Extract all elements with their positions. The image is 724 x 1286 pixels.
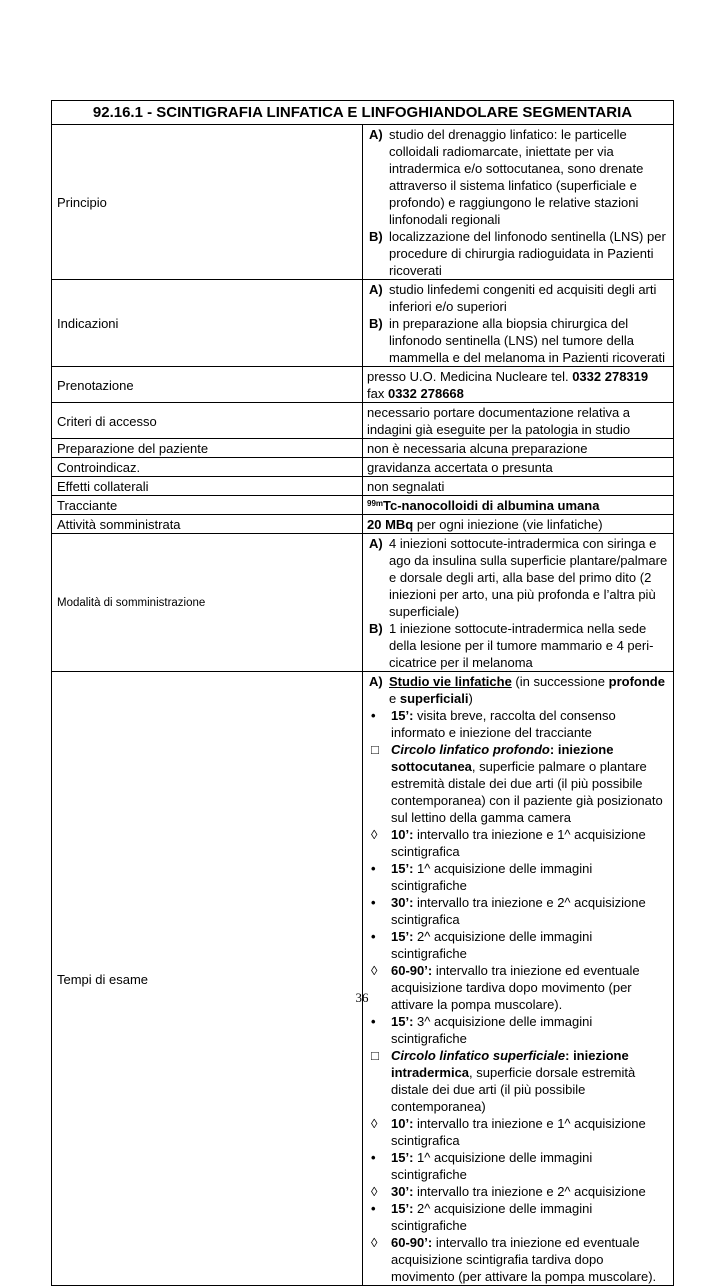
timeline-marker: ◊: [371, 963, 378, 978]
timeline-time: 30’:: [391, 1184, 414, 1199]
content-prenotazione: [363, 367, 674, 403]
content-controindicazioni: gravidanza accertata o presunta: [363, 458, 674, 477]
row-principio: [52, 125, 674, 280]
content-modalita: [363, 534, 674, 672]
timeline-item: [367, 894, 669, 928]
booking-fax: 0332 278668: [387, 386, 464, 401]
content-principio: [363, 125, 674, 280]
label-tracciante: Tracciante: [52, 496, 363, 515]
timeline-item: [367, 1183, 669, 1200]
timeline-marker: •: [371, 929, 376, 944]
timeline-text: intervallo tra iniezione ed eventuale acquisizione tardiva dopo movimento (per attivare la pompa muscolare).: [391, 963, 640, 1012]
timeline-item: [367, 1200, 669, 1234]
booking-phone: 0332 278319: [572, 369, 649, 384]
timeline-item: [367, 928, 669, 962]
label-attivita: Attività somministrata: [52, 515, 363, 534]
timeline-text: , superficie palmare o plantare estremità distale dei due arti (il più possibile contemporanea) con il paziente già posizionato sul lettino della gamma camera: [391, 759, 663, 825]
label-effetti: Effetti collaterali: [52, 477, 363, 496]
item-text: studio del drenaggio linfatico: le particelle colloidali radiomarcate, iniettate per via intradermica e/o sottocutanea, sono drenate attraverso il sistema linfatico (superficiale e profondo) e raggiungono le relative stazioni linfonodali regionali: [389, 127, 644, 227]
timeline-marker: •: [371, 895, 376, 910]
tracer-name: Tc-nanocolloidi di albumina umana: [383, 498, 600, 513]
heading-text: ): [468, 691, 473, 706]
timeline-marker: □: [371, 742, 379, 757]
label-controindicazioni: Controindicaz.: [52, 458, 363, 477]
timeline-marker: •: [371, 1201, 376, 1216]
timeline-time: 15’:: [391, 708, 414, 723]
label-modalita: Modalità di somministrazione: [52, 534, 363, 672]
page-number: 36: [355, 990, 369, 1005]
content-attivita: [363, 515, 674, 534]
timeline-text: intervallo tra iniezione e 2^ acquisizione scintigrafica: [391, 895, 646, 927]
timeline-text: visita breve, raccolta del consenso informato e iniezione del tracciante: [391, 708, 616, 740]
heading-underlined: Studio vie linfatiche: [389, 674, 512, 689]
timeline-item: [367, 1234, 669, 1285]
timeline-time: iniezione intradermica: [391, 1048, 629, 1080]
row-prenotazione: [52, 367, 674, 403]
timeline-marker: ◊: [371, 827, 378, 842]
timeline-item: [367, 1149, 669, 1183]
timeline-item: [367, 860, 669, 894]
item-text: in preparazione alla biopsia chirurgica del linfonodo sentinella (LNS) nel tumore della mammella e del melanoma in Pazienti ricoverati: [389, 316, 666, 365]
item-marker: B): [369, 621, 383, 636]
activity-dose: 20 MBq: [367, 517, 414, 532]
timeline-item: [367, 1047, 669, 1115]
timeline-marker: □: [371, 1048, 379, 1063]
row-preparazione: [52, 439, 674, 458]
timeline-item: [367, 1013, 669, 1047]
circuit-name: Circolo linfatico superficiale: [391, 1048, 566, 1063]
timeline-item: [367, 826, 669, 860]
item-marker: A): [369, 536, 383, 551]
timeline-marker: •: [371, 1150, 376, 1165]
row-indicazioni: [52, 280, 674, 367]
item-text: 1 iniezione sottocute-intradermica nella sede della lesione per il tumore mammario e 4 peri-cicatrice per il melanoma: [389, 621, 654, 670]
row-tempi: [52, 672, 674, 1286]
list-item: [367, 535, 669, 620]
row-modalita: [52, 534, 674, 672]
timeline-time: 15’:: [391, 1014, 414, 1029]
list-item: [367, 620, 669, 671]
row-attivita: [52, 515, 674, 534]
timeline-text: intervallo tra iniezione e 1^ acquisizione scintigrafica: [391, 827, 646, 859]
booking-text: presso U.O. Medicina Nucleare tel.: [367, 369, 573, 384]
row-tracciante: [52, 496, 674, 515]
item-text: localizzazione del linfonodo sentinella (LNS) per procedure di chirurgia radioguidata in Pazienti ricoverati: [389, 229, 666, 278]
heading-bold: profonde: [608, 674, 665, 689]
timeline-text: 1^ acquisizione delle immagini scintigrafiche: [391, 861, 593, 893]
item-text: studio linfedemi congeniti ed acquisiti degli arti inferiori e/o superiori: [389, 282, 657, 314]
label-indicazioni: Indicazioni: [52, 280, 363, 367]
timeline-time: 60-90’:: [391, 963, 433, 978]
timeline-marker: •: [371, 708, 376, 723]
item-text: 4 iniezioni sottocute-intradermica con siringa e ago da insulina sulla superficie plantare/palmare e dorsale degli arti, alla base del primo dito (2 iniezioni per arto, una più profonda e l’altra più superficiale): [389, 536, 668, 619]
timeline-item: [367, 741, 669, 826]
item-marker: B): [369, 229, 383, 244]
content-indicazioni: [363, 280, 674, 367]
timeline-time: 60-90’:: [391, 1235, 433, 1250]
circuit-name: Circolo linfatico profondo: [391, 742, 550, 757]
timeline-text: , superficie dorsale estremità distale dei due arti (il più possibile contemporanea): [391, 1065, 636, 1114]
content-criteri: necessario portare documentazione relativa a indagini già eseguite per la patologia in studio: [363, 403, 674, 439]
list-item: [367, 315, 669, 366]
timeline-text: intervallo tra iniezione ed eventuale acquisizione scintigrafia tardiva dopo movimento (per attivare la pompa muscolare).: [391, 1235, 657, 1284]
timeline-marker: ◊: [371, 1184, 378, 1199]
timeline-time: 15’:: [391, 1150, 414, 1165]
timeline-time: 30’:: [391, 895, 414, 910]
timeline-marker: ◊: [371, 1116, 378, 1131]
timeline-time: 15’:: [391, 861, 414, 876]
item-marker: A): [369, 674, 383, 689]
label-tempi: Tempi di esame: [52, 672, 363, 1286]
heading-text: e: [389, 691, 400, 706]
circuit-colon: :: [549, 742, 558, 757]
circuit-colon: :: [565, 1048, 574, 1063]
label-principio: Principio: [52, 125, 363, 280]
timeline-text: 3^ acquisizione delle immagini scintigrafiche: [391, 1014, 593, 1046]
row-effetti: [52, 477, 674, 496]
content-tempi: [363, 672, 674, 1286]
timeline-time: iniezione sottocutanea: [391, 742, 614, 774]
content-effetti: non segnalati: [363, 477, 674, 496]
item-marker: B): [369, 316, 383, 331]
timeline-item: [367, 1115, 669, 1149]
timeline-text: 1^ acquisizione delle immagini scintigrafiche: [391, 1150, 593, 1182]
label-criteri: Criteri di accesso: [52, 403, 363, 439]
item-marker: A): [369, 282, 383, 297]
label-prenotazione: Prenotazione: [52, 367, 363, 403]
timeline-item: [367, 707, 669, 741]
label-preparazione: Preparazione del paziente: [52, 439, 363, 458]
timeline-text: intervallo tra iniezione e 2^ acquisizione: [413, 1184, 646, 1199]
tempi-heading: [367, 673, 669, 707]
content-preparazione: non è necessaria alcuna preparazione: [363, 439, 674, 458]
booking-fax-label: fax: [367, 386, 388, 401]
heading-bold: superficiali: [399, 691, 469, 706]
list-item: [367, 228, 669, 279]
row-criteri: [52, 403, 674, 439]
procedure-table: [51, 100, 674, 1286]
list-item: [367, 126, 669, 228]
timeline-time: 10’:: [391, 1116, 414, 1131]
title-row: [52, 101, 674, 125]
timeline-time: 15’:: [391, 1201, 414, 1216]
timeline-text: intervallo tra iniezione e 1^ acquisizione scintigrafica: [391, 1116, 646, 1148]
timeline-marker: •: [371, 861, 376, 876]
timeline-time: 10’:: [391, 827, 414, 842]
row-controindicazioni: [52, 458, 674, 477]
isotope-superscript: 99m: [367, 499, 384, 508]
procedure-title: 92.16.1 - SCINTIGRAFIA LINFATICA E LINFOGHIANDOLARE SEGMENTARIA: [52, 101, 674, 125]
list-item: [367, 281, 669, 315]
timeline-text: 2^ acquisizione delle immagini scintigrafiche: [391, 929, 593, 961]
timeline-text: 2^ acquisizione delle immagini scintigrafiche: [391, 1201, 593, 1233]
timeline-marker: ◊: [371, 1235, 378, 1250]
item-marker: A): [369, 127, 383, 142]
content-tracciante: [363, 496, 674, 515]
timeline-time: 15’:: [391, 929, 414, 944]
timeline-marker: •: [371, 1014, 376, 1029]
heading-text: (in successione: [511, 674, 609, 689]
activity-text: per ogni iniezione (vie linfatiche): [413, 517, 603, 532]
